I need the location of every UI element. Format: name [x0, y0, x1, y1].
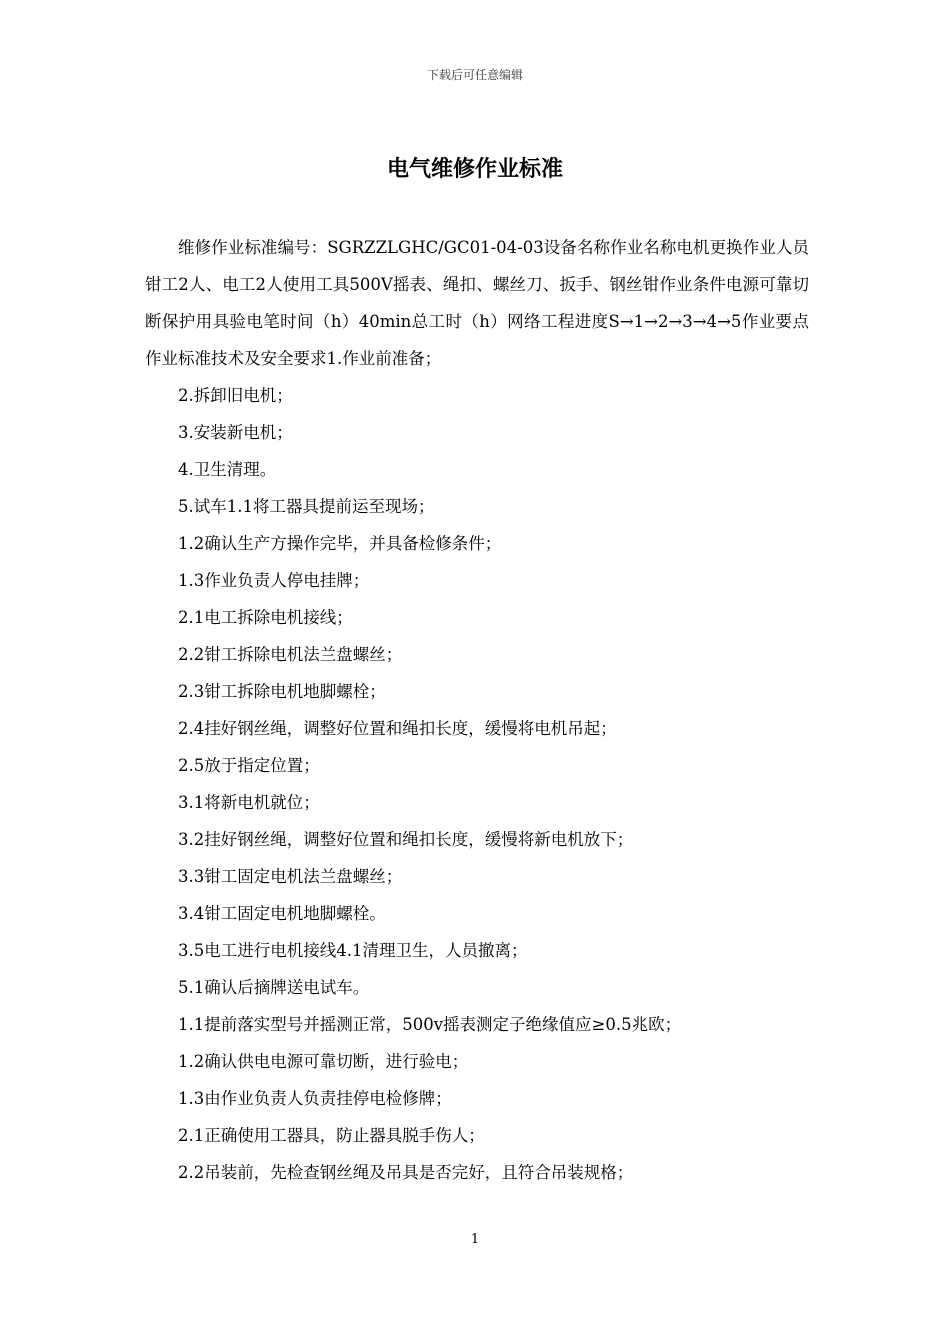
document-title: 电气维修作业标准	[386, 157, 563, 182]
paragraph: 1.3作业负责人停电挂牌；	[178, 571, 370, 590]
paragraph: 维修作业标准编号：SGRZZLGHC/GC01-04-03设备名称作业名称电机更换作业人员钳工2人、电工2人使用工具500V摇表、绳扣、螺丝刀、扳手、钢丝钳作业条件电源可靠切断保护用具验电笔时间（h）40min总工时（h）网络工程进度S→1→2→3→4→5作业要点作业标准技术及安全要求1.作业前准备；	[145, 238, 809, 368]
page-number: 1	[470, 1232, 480, 1247]
paragraph: 1.3由作业负责人负责挂停电检修牌；	[178, 1089, 452, 1108]
paragraph: 1.2确认生产方操作完毕，并具备检修条件；	[178, 534, 502, 553]
paragraph: 2.拆卸旧电机；	[178, 386, 293, 405]
paragraph: 2.2钳工拆除电机法兰盘螺丝；	[178, 645, 403, 664]
paragraph: 3.安装新电机；	[178, 423, 293, 442]
paragraph: 3.4钳工固定电机地脚螺栓。	[178, 904, 386, 923]
paragraph: 2.1电工拆除电机接线；	[178, 608, 353, 627]
paragraph: 2.1正确使用工器具，防止器具脱手伤人；	[178, 1126, 485, 1145]
paragraph: 4.卫生清理。	[178, 460, 277, 479]
paragraph: 2.3钳工拆除电机地脚螺栓；	[178, 682, 386, 701]
paragraph: 5.1确认后摘牌送电试车。	[178, 978, 370, 997]
document-body	[145, 229, 809, 1191]
paragraph: 3.3钳工固定电机法兰盘螺丝；	[178, 867, 403, 886]
paragraph: 2.2吊装前，先检查钢丝绳及吊具是否完好，且符合吊装规格；	[178, 1163, 634, 1182]
paragraph: 3.5电工进行电机接线4.1清理卫生，人员撤离；	[178, 941, 528, 960]
paragraph: 3.2挂好钢丝绳，调整好位置和绳扣长度，缓慢将新电机放下；	[178, 830, 634, 849]
header-note: 下载后可任意编辑	[426, 68, 523, 82]
paragraph: 2.4挂好钢丝绳，调整好位置和绳扣长度，缓慢将电机吊起；	[178, 719, 617, 738]
paragraph: 5.试车1.1将工器具提前运至现场；	[178, 497, 435, 516]
paragraph: 1.1提前落实型号并摇测正常，500v摇表测定子绝缘值应≥0.5兆欧；	[178, 1015, 682, 1034]
paragraph: 2.5放于指定位置；	[178, 756, 320, 775]
paragraph: 1.2确认供电电源可靠切断，进行验电；	[178, 1052, 469, 1071]
paragraph: 3.1将新电机就位；	[178, 793, 320, 812]
